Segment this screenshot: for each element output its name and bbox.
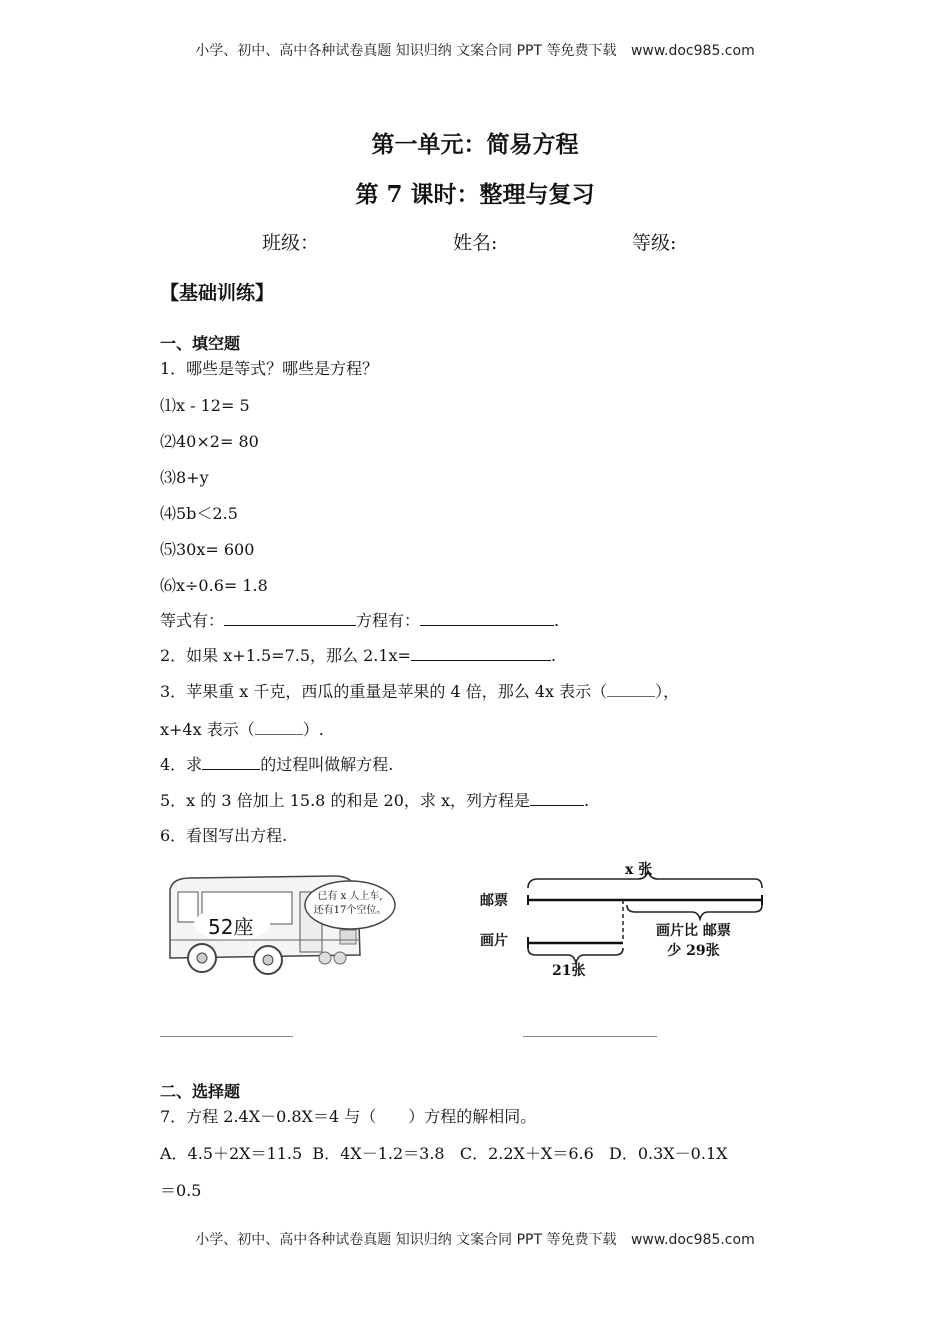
q1-item-3: ⑶8+y — [160, 468, 209, 487]
q3-text-c: x+4x 表示（ — [160, 720, 255, 739]
bus-speech-bubble — [310, 890, 390, 918]
q3-blank-2[interactable] — [255, 720, 303, 735]
q5-text: 5．x 的 3 倍加上 15.8 的和是 20，求 x，列方程是 — [160, 791, 530, 810]
q4-text-a: 4．求 — [160, 755, 203, 774]
q5 — [160, 788, 589, 811]
q1-item-1: ⑴x - 12= 5 — [160, 396, 250, 415]
q6-answer-blank-2[interactable] — [523, 1036, 657, 1037]
unit-title: 第一单元：简易方程 — [371, 131, 579, 158]
banner-text: 小学、初中、高中各种试卷真题 知识归纳 文案合同 PPT 等免费下载 — [195, 43, 617, 59]
q7-options: A．4.5＋2X＝11.5 B．4X－1.2＝3.8 C．2.2X＋X＝6.6 D．0.3X－0.1X — [160, 1144, 728, 1163]
period: . — [554, 611, 560, 630]
q7-options-cont: ＝0.5 — [160, 1181, 202, 1200]
banner-text: 小学、初中、高中各种试卷真题 知识归纳 文案合同 PPT 等免费下载 — [195, 1232, 617, 1248]
q7-prompt: 7．方程 2.4X－0.8X＝4 与（ ）方程的解相同。 — [160, 1107, 537, 1126]
q3-text-d: ）. — [302, 720, 324, 739]
difference-line-1: 画片比 邮票 — [656, 923, 731, 939]
section-basic-training: 【基础训练】 — [160, 282, 275, 304]
equations-label: 方程有： — [356, 611, 421, 630]
grade-field-label: 等级: — [632, 232, 677, 254]
q3-text-a: 3．苹果重 x 千克，西瓜的重量是苹果的 4 倍，那么 4x 表示（ — [160, 682, 608, 701]
q1-item-6: ⑹x÷0.6= 1.8 — [160, 576, 268, 595]
top-banner — [0, 40, 950, 60]
difference-line-2: 少 29张 — [667, 943, 720, 959]
q3-line1 — [160, 679, 679, 702]
bottom-banner — [0, 1229, 950, 1249]
q1-item-5: ⑸30x= 600 — [160, 540, 255, 559]
q5-blank[interactable] — [530, 791, 584, 806]
equations-blank[interactable] — [420, 611, 554, 626]
bus-seats-label: 52座 — [208, 915, 254, 939]
total-x-label: x 张 — [625, 862, 653, 878]
q3-line2 — [160, 717, 324, 740]
picture-row-label: 画片 — [480, 933, 508, 949]
q2 — [160, 643, 556, 666]
q1-item-4: ⑷5b＜2.5 — [160, 504, 238, 523]
lesson-title: 第 7 课时：整理与复习 — [355, 181, 595, 208]
q2-blank[interactable] — [411, 646, 551, 661]
part2-heading: 二、选择题 — [160, 1082, 241, 1101]
q4-blank[interactable] — [202, 755, 260, 770]
q6-text: 6．看图写出方程. — [160, 826, 288, 845]
q1-prompt: 1．哪些是等式？哪些是方程？ — [160, 359, 379, 378]
q1-item-2: ⑵40×2= 80 — [160, 432, 259, 451]
equalities-label: 等式有： — [160, 611, 225, 630]
q3-blank-1[interactable] — [607, 682, 655, 697]
stamp-picture-diagram — [470, 855, 790, 985]
bubble-line-2: 还有17个空位。 — [313, 905, 387, 916]
q6-answer-blank-1[interactable] — [160, 1036, 293, 1037]
banner-url[interactable]: www.doc985.com — [630, 43, 755, 59]
bus-icon — [160, 870, 400, 985]
picture-count-label: 21张 — [552, 963, 586, 979]
equalities-blank[interactable] — [224, 611, 356, 626]
stamp-row-label: 邮票 — [480, 893, 508, 909]
q1-answer-line — [160, 608, 559, 631]
q2-text: 2．如果 x+1.5=7.5，那么 2.1x= — [160, 646, 411, 665]
period: . — [550, 646, 557, 665]
difference-label — [656, 921, 731, 961]
q4 — [160, 752, 393, 775]
bubble-line-1: 已有 x 人上车, — [317, 891, 383, 902]
class-field-label: 班级： — [262, 232, 320, 254]
q3-text-b: ）， — [655, 682, 680, 701]
name-field-label: 姓名: — [453, 232, 498, 254]
banner-url[interactable]: www.doc985.com — [630, 1232, 755, 1248]
period: . — [584, 791, 590, 810]
bus-illustration — [160, 870, 400, 985]
q4-text-b: 的过程叫做解方程. — [260, 755, 394, 774]
part1-heading: 一、填空题 — [160, 334, 241, 353]
